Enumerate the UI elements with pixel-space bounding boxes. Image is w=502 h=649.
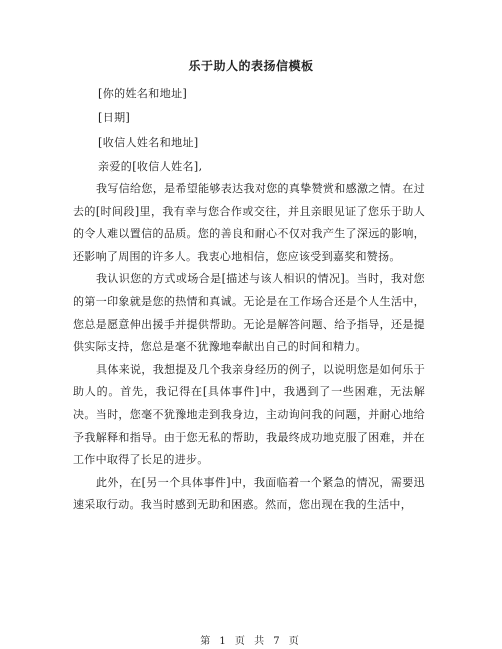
salutation: 亲爱的[收信人姓名],	[98, 160, 203, 173]
letter-body	[73, 178, 425, 517]
document-title: 乐于助人的表扬信模板	[188, 59, 314, 73]
body-paragraph: 我写信给您，是希望能够表达我对您的真挚赞赏和感激之情。在过去的[时间段]里，我有幸与您合作或交往，并且亲眼见证了您乐于助人的令人难以置信的品质。您的善良和耐心不仅对我产生了深远的影响，还影响了周围的许多人。我衷心地相信，您应该受到嘉奖和赞扬。	[73, 182, 425, 263]
letter-date: [日期]	[98, 111, 131, 124]
body-paragraph: 我认识您的方式或场合是[描述与该人相识的情况]。当时，我对您的第一印象就是您的热情和真诚。无论是在工作场合还是个人生活中，您总是愿意伸出援手并提供帮助。无论是解答问题、给予指导，还是提供实际支持，您总是毫不犹豫地奉献出自己的时间和精力。	[73, 272, 425, 354]
page-footer: 第 1 页 共 7 页	[200, 636, 302, 647]
sender-name-address: [你的姓名和地址]	[98, 87, 188, 100]
body-paragraph: 此外，在[另一个具体事件]中，我面临着一个紧急的情况，需要迅速采取行动。我当时感到无助和困惑。然而，您出现在我的生活中，	[73, 475, 425, 512]
body-paragraph: 具体来说，我想提及几个我亲身经历的例子，以说明您是如何乐于助人的。首先，我记得在[具体事件]中，我遇到了一些困难，无法解决。当时，您毫不犹豫地走到我身边，主动询问我的问题，并耐心地给予我解释和指导。由于您无私的帮助，我最终成功地克服了困难，并在工作中取得了长足的进步。	[73, 362, 425, 467]
recipient-name-address: [收信人姓名和地址]	[98, 136, 199, 149]
